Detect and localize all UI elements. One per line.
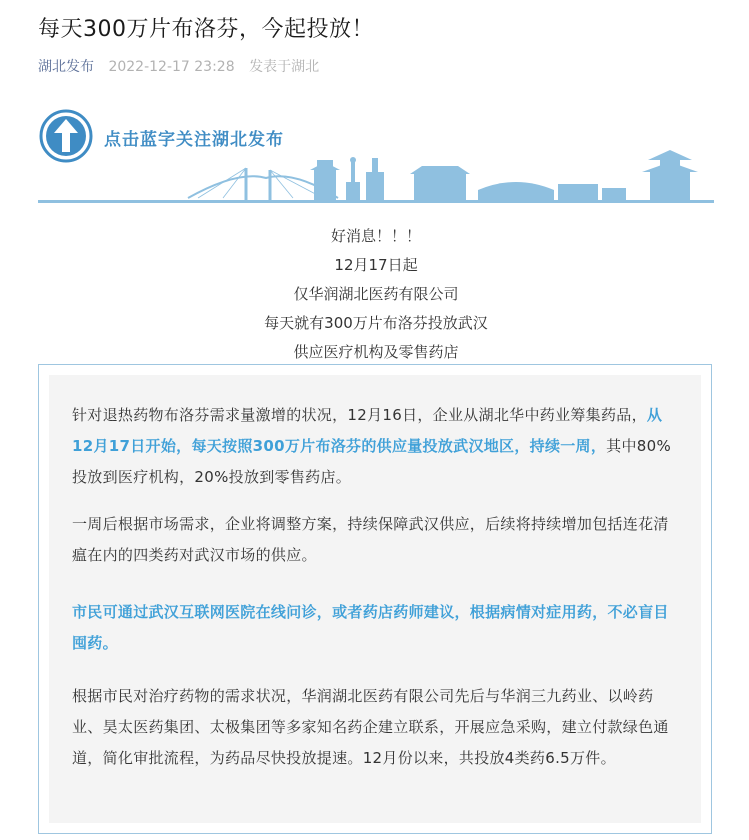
article-title: 每天300万片布洛芬，今起投放！ — [38, 17, 374, 42]
follow-banner[interactable] — [38, 100, 714, 210]
intro-line: 供应医疗机构及零售药店 — [293, 343, 459, 361]
intro-line: 好消息！！！ — [330, 227, 421, 245]
follow-prompt-text[interactable]: 点击蓝字关注湖北发布 — [104, 130, 284, 150]
publish-date: 2022-12-17 23:28 — [108, 59, 235, 75]
article-meta — [38, 56, 319, 76]
paragraph — [72, 400, 682, 493]
paragraph-text: 针对退热药物布洛芬需求量激增的状况，12月16日，企业从湖北华中药业筹集药品， — [72, 406, 647, 424]
city-skyline-icon — [188, 150, 698, 200]
highlight-text: 从12月17日开始，每天按照300万片布洛芬的供应量投放武汉地区，持续一周， — [72, 406, 663, 455]
publish-location: 发表于湖北 — [249, 59, 320, 75]
highlight-paragraph: 市民可通过武汉互联网医院在线问诊，或者药店药师建议，根据病情对症用药，不必盲目囤药。 — [72, 603, 669, 652]
banner-baseline — [38, 200, 714, 203]
intro-line: 12月17日起 — [334, 256, 418, 274]
intro-line: 仅华润湖北医药有限公司 — [293, 285, 459, 303]
intro-block — [38, 222, 714, 367]
up-arrow-icon — [41, 111, 91, 161]
paragraph: 一周后根据市场需求，企业将调整方案，持续保障武汉供应，后续将持续增加包括连花清瘟在内的四类药对武汉市场的供应。 — [72, 515, 669, 564]
paragraph-text: 其中80%投放到医疗机构，20%投放到零售药店。 — [72, 437, 672, 486]
author-link[interactable]: 湖北发布 — [38, 59, 94, 75]
paragraph: 根据市民对治疗药物的需求状况，华润湖北医药有限公司先后与华润三九药业、以岭药业、昊太医药集团、太极集团等多家知名药企建立联系，开展应急采购，建立付款绿色通道，简化审批流程，为药品尽快投放提速。12月份以来，共投放4类药6.5万件。 — [72, 687, 669, 767]
content-body — [72, 400, 682, 790]
intro-line: 每天就有300万片布洛芬投放武汉 — [264, 314, 488, 332]
